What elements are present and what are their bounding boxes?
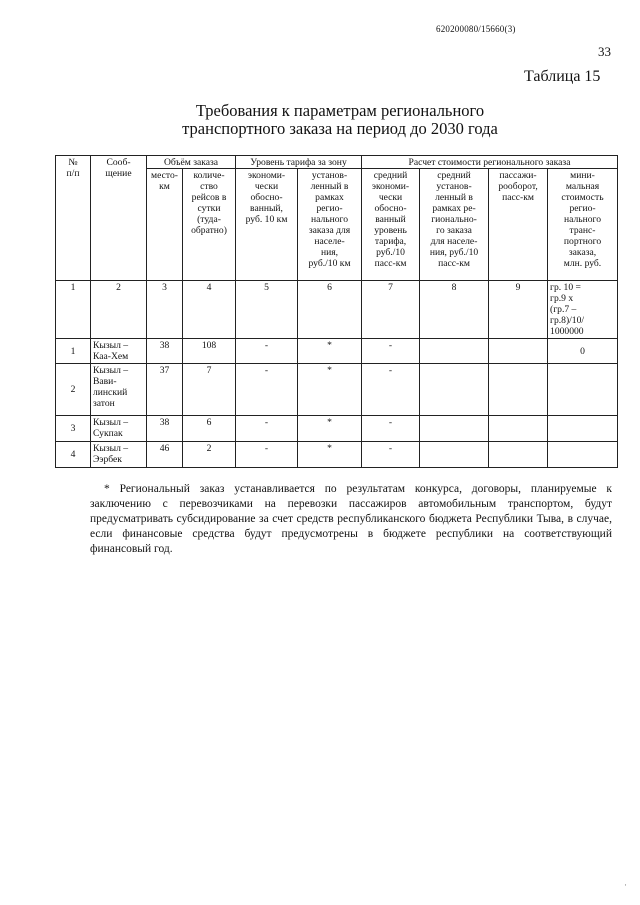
row-min-cost <box>548 416 618 442</box>
col-number-5: 5 <box>236 281 298 339</box>
row-avg-econ: - <box>362 442 420 468</box>
header-min-cost: мини- мальная стоимость регио- нального транс- портного заказа, млн. руб. <box>548 169 618 281</box>
scan-corner-mark: · <box>624 880 627 890</box>
row-num: 2 <box>56 364 91 416</box>
row-min-cost <box>548 364 618 416</box>
row-trips: 108 <box>183 339 236 364</box>
row-num: 3 <box>56 416 91 442</box>
row-avg-set <box>420 364 489 416</box>
row-min-cost <box>548 442 618 468</box>
row-tariff-econ: - <box>236 364 298 416</box>
table-row <box>56 339 618 364</box>
row-tariff-econ: - <box>236 416 298 442</box>
header-trips: количе- ство рейсов в сутки (туда- обратно) <box>183 169 236 281</box>
row-seats: 38 <box>147 416 183 442</box>
row-avg-set <box>420 339 489 364</box>
row-num: 1 <box>56 339 91 364</box>
header-group-cost: Расчет стоимости регионального заказа <box>362 156 618 169</box>
header-pass-turnover: пассажи- рооборот, пасс-км <box>489 169 548 281</box>
row-pass-turnover <box>489 442 548 468</box>
header-tariff-econ: экономи- чески обосно- ванный, руб. 10 км <box>236 169 298 281</box>
requirements-table <box>55 155 618 468</box>
col-number-4: 4 <box>183 281 236 339</box>
header-route: Сооб- щение <box>91 156 147 281</box>
row-tariff-econ: - <box>236 442 298 468</box>
row-trips: 7 <box>183 364 236 416</box>
row-trips: 6 <box>183 416 236 442</box>
row-avg-econ: - <box>362 339 420 364</box>
row-avg-set <box>420 416 489 442</box>
row-tariff-econ: - <box>236 339 298 364</box>
row-route: Кызыл – Ээрбек <box>91 442 147 468</box>
footnote: * Региональный заказ устанавливается по результатам конкурса, договоры, планируемые к заключению с перевозчиками на перевозки пассажиров автомобильным транспортом, будут предусматривать субсидирование за счет средств республиканского бюджета Республики Тыва, в случае, если финансовые средства будут предусмотрены в бюджете республики на соответствующий финансовый год. <box>90 483 612 555</box>
row-seats: 38 <box>147 339 183 364</box>
title-line-2: транспортного заказа на период до 2030 года <box>182 119 498 138</box>
row-avg-econ: - <box>362 416 420 442</box>
row-pass-turnover <box>489 416 548 442</box>
table-row <box>56 442 618 468</box>
row-route: Кызыл – Вави- линский затон <box>91 364 147 416</box>
header-group-volume: Объём заказа <box>147 156 236 169</box>
row-pass-turnover <box>489 364 548 416</box>
row-seats: 37 <box>147 364 183 416</box>
header-avg-econ: средний экономи- чески обосно- ванный уровень тарифа, руб./10 пасс-км <box>362 169 420 281</box>
title-line-1: Требования к параметрам регионального <box>195 101 485 120</box>
col-number-7: 7 <box>362 281 420 339</box>
col-number-2: 2 <box>91 281 147 339</box>
table-row <box>56 416 618 442</box>
row-avg-set <box>420 442 489 468</box>
row-tariff-set: * <box>298 364 362 416</box>
row-tariff-set: * <box>298 339 362 364</box>
row-route: Кызыл – Каа-Хем <box>91 339 147 364</box>
page-title <box>120 102 560 138</box>
col-number-10-formula: гр. 10 = гр.9 х (гр.7 – гр.8)/10/ 1000000 <box>548 281 618 339</box>
col-number-3: 3 <box>147 281 183 339</box>
row-tariff-set: * <box>298 442 362 468</box>
col-number-9: 9 <box>489 281 548 339</box>
row-route: Кызыл – Сукпак <box>91 416 147 442</box>
header-seats: место- км <box>147 169 183 281</box>
col-number-6: 6 <box>298 281 362 339</box>
page-number: 33 <box>598 44 611 59</box>
document-code: 620200080/15660(3) <box>436 24 516 34</box>
header-row-groups <box>56 156 618 169</box>
col-number-1: 1 <box>56 281 91 339</box>
header-tariff-set: установ- ленный в рамках регио- нального заказа для населе- ния, руб./10 км <box>298 169 362 281</box>
row-trips: 2 <box>183 442 236 468</box>
header-num: № п/п <box>56 156 91 281</box>
header-group-tariff: Уровень тарифа за зону <box>236 156 362 169</box>
row-pass-turnover <box>489 339 548 364</box>
requirements-table-wrapper <box>55 155 618 468</box>
table-label: Таблица 15 <box>524 68 601 85</box>
row-min-cost: 0 <box>548 339 618 364</box>
column-numbers-row <box>56 281 618 339</box>
col-number-8: 8 <box>420 281 489 339</box>
table-row <box>56 364 618 416</box>
row-avg-econ: - <box>362 364 420 416</box>
row-tariff-set: * <box>298 416 362 442</box>
header-avg-set: средний установ- ленный в рамках ре- гионально- го заказа для населе- ния, руб./10 пасс-км <box>420 169 489 281</box>
row-num: 4 <box>56 442 91 468</box>
row-seats: 46 <box>147 442 183 468</box>
